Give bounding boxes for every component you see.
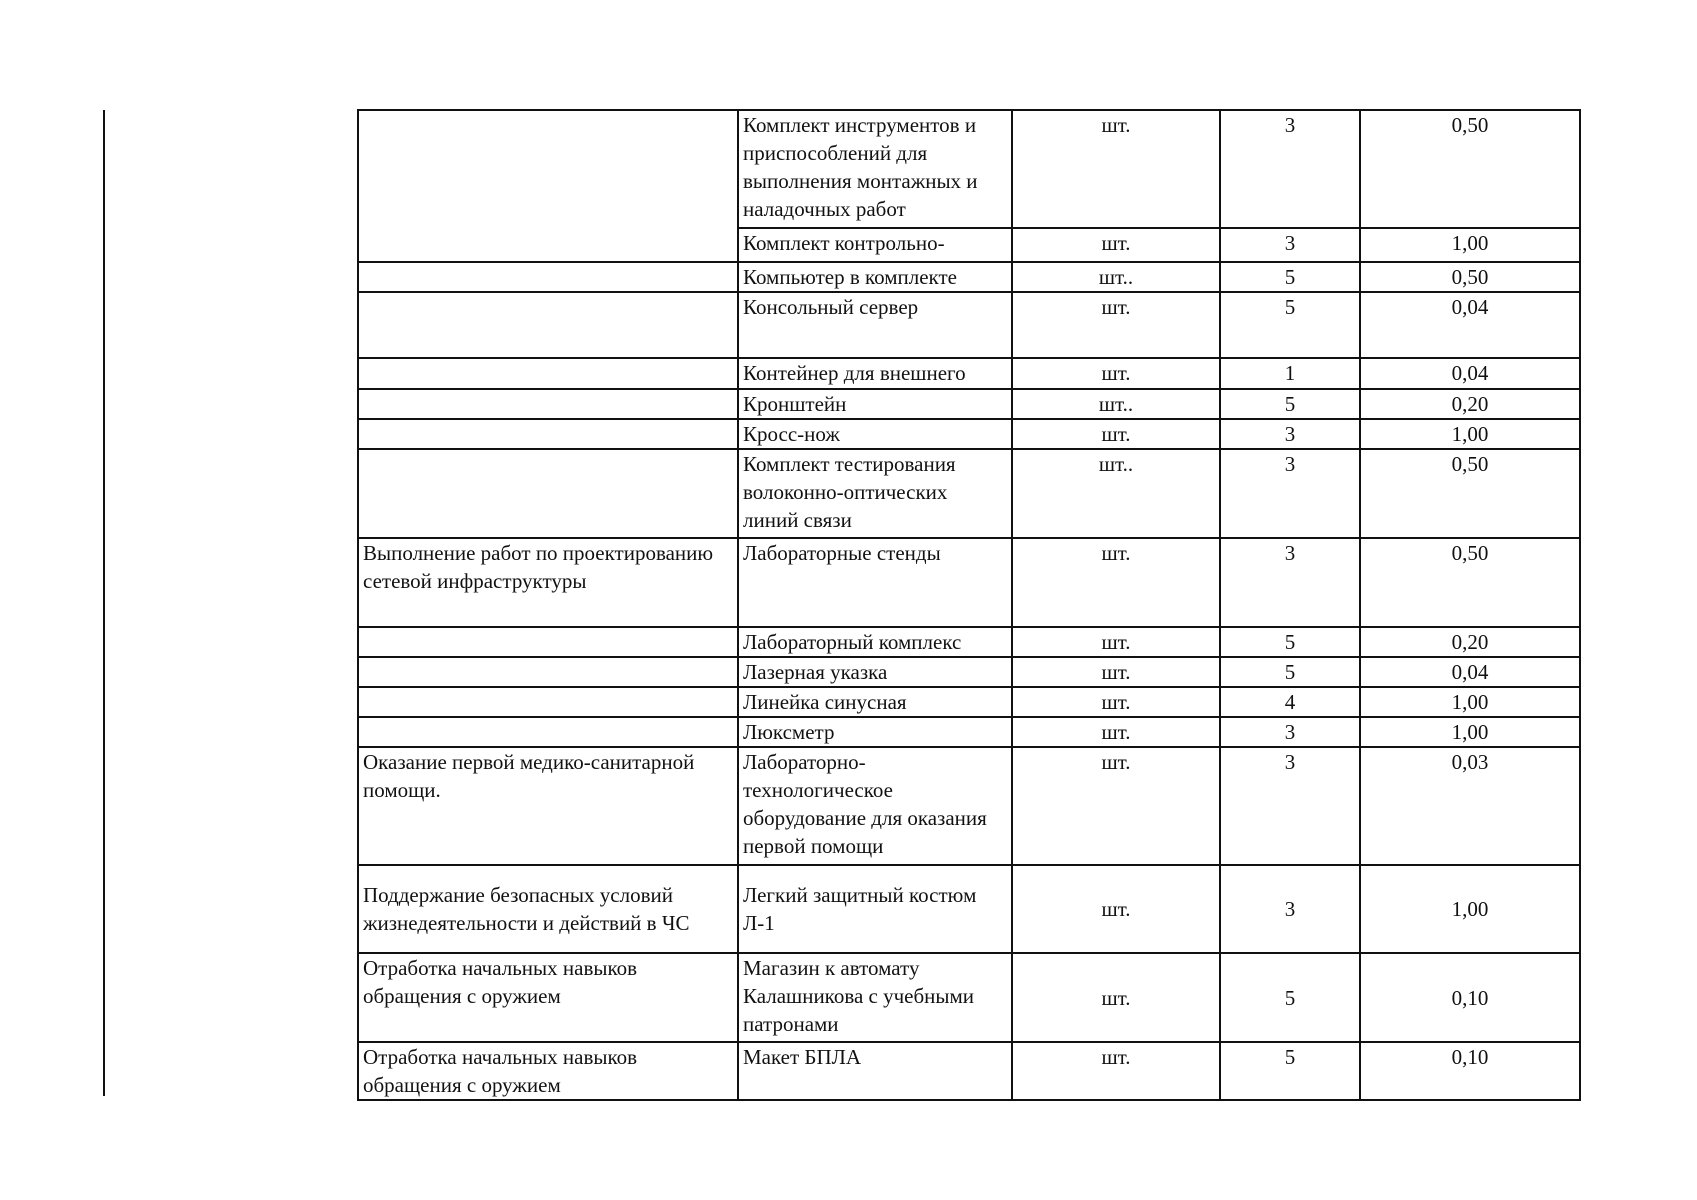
- cell-activity: [358, 110, 738, 228]
- cell-equipment: Люксметр: [738, 717, 1012, 747]
- cell-unit: шт.: [1012, 953, 1220, 1042]
- cell-quantity: 5: [1220, 292, 1360, 358]
- cell-activity: [358, 262, 738, 292]
- cell-unit: шт.: [1012, 110, 1220, 228]
- cell-activity: [358, 657, 738, 687]
- cell-equipment: Компьютер в комплекте: [738, 262, 1012, 292]
- cell-equipment: Лабораторный комплекс: [738, 627, 1012, 657]
- cell-equipment: Кросс-нож: [738, 419, 1012, 449]
- cell-activity: Отработка начальных навыков обращения с оружием: [358, 1042, 738, 1100]
- cell-activity: [358, 419, 738, 449]
- cell-norm: 0,04: [1360, 657, 1580, 687]
- cell-quantity: 5: [1220, 389, 1360, 419]
- cell-unit: шт.: [1012, 419, 1220, 449]
- table-row: [358, 262, 1580, 292]
- table-row: [358, 228, 1580, 262]
- cell-quantity: 3: [1220, 110, 1360, 228]
- cell-activity: Отработка начальных навыков обращения с оружием: [358, 953, 738, 1042]
- equipment-table: [357, 109, 1581, 1101]
- cell-equipment: Комплект инструментов и приспособлений для выполнения монтажных и наладочных работ: [738, 110, 1012, 228]
- table-row: [358, 627, 1580, 657]
- cell-norm: 1,00: [1360, 687, 1580, 717]
- cell-quantity: 3: [1220, 228, 1360, 262]
- table-row: [358, 865, 1580, 953]
- table-row: [358, 538, 1580, 627]
- cell-equipment: Комплект контрольно-: [738, 228, 1012, 262]
- table-row: [358, 358, 1580, 389]
- table-row: [358, 687, 1580, 717]
- cell-equipment: Кронштейн: [738, 389, 1012, 419]
- cell-activity: [358, 449, 738, 538]
- cell-norm: 1,00: [1360, 865, 1580, 953]
- table-row: [358, 657, 1580, 687]
- table-row: [358, 110, 1580, 228]
- table-row: [358, 953, 1580, 1042]
- cell-equipment: Лабораторно-технологическое оборудование для оказания первой помощи: [738, 747, 1012, 865]
- cell-unit: шт..: [1012, 389, 1220, 419]
- table-row: [358, 389, 1580, 419]
- cell-norm: 0,04: [1360, 292, 1580, 358]
- cell-activity: Поддержание безопасных условий жизнедеятельности и действий в ЧС: [358, 865, 738, 953]
- table-row: [358, 292, 1580, 358]
- cell-norm: 0,10: [1360, 953, 1580, 1042]
- cell-norm: 1,00: [1360, 717, 1580, 747]
- cell-norm: 0,50: [1360, 110, 1580, 228]
- cell-unit: шт.: [1012, 292, 1220, 358]
- cell-equipment: Линейка синусная: [738, 687, 1012, 717]
- cell-unit: шт.: [1012, 657, 1220, 687]
- cell-unit: шт.: [1012, 865, 1220, 953]
- table-row: [358, 717, 1580, 747]
- cell-quantity: 5: [1220, 262, 1360, 292]
- cell-quantity: 4: [1220, 687, 1360, 717]
- cell-norm: 0,20: [1360, 627, 1580, 657]
- cell-quantity: 3: [1220, 449, 1360, 538]
- table-row: [358, 1042, 1580, 1100]
- cell-unit: шт.: [1012, 538, 1220, 627]
- cell-norm: 0,04: [1360, 358, 1580, 389]
- cell-activity: [358, 389, 738, 419]
- cell-quantity: 3: [1220, 538, 1360, 627]
- cell-norm: 1,00: [1360, 228, 1580, 262]
- cell-activity: [358, 687, 738, 717]
- cell-activity: [358, 717, 738, 747]
- cell-unit: шт.: [1012, 228, 1220, 262]
- cell-activity: [358, 228, 738, 262]
- cell-unit: шт.: [1012, 1042, 1220, 1100]
- cell-unit: шт.: [1012, 717, 1220, 747]
- table-row: [358, 419, 1580, 449]
- cell-quantity: 3: [1220, 865, 1360, 953]
- cell-norm: 0,50: [1360, 262, 1580, 292]
- cell-equipment: Лабораторные стенды: [738, 538, 1012, 627]
- cell-equipment: Консольный сервер: [738, 292, 1012, 358]
- cell-norm: 0,03: [1360, 747, 1580, 865]
- cell-norm: 0,20: [1360, 389, 1580, 419]
- cell-quantity: 3: [1220, 747, 1360, 865]
- cell-equipment: Лазерная указка: [738, 657, 1012, 687]
- cell-equipment: Комплект тестирования волоконно-оптических линий связи: [738, 449, 1012, 538]
- cell-unit: шт..: [1012, 262, 1220, 292]
- equipment-table-body: [358, 110, 1580, 1100]
- cell-norm: 1,00: [1360, 419, 1580, 449]
- table-row: [358, 747, 1580, 865]
- cell-activity: [358, 627, 738, 657]
- cell-activity: [358, 358, 738, 389]
- cell-unit: шт.: [1012, 687, 1220, 717]
- cell-unit: шт.: [1012, 747, 1220, 865]
- cell-activity: Выполнение работ по проектированию сетевой инфраструктуры: [358, 538, 738, 627]
- left-margin-rule: [103, 110, 105, 1096]
- cell-quantity: 3: [1220, 419, 1360, 449]
- cell-norm: 0,50: [1360, 538, 1580, 627]
- cell-activity: Оказание первой медико-санитарной помощи.: [358, 747, 738, 865]
- cell-quantity: 5: [1220, 627, 1360, 657]
- cell-unit: шт.: [1012, 358, 1220, 389]
- cell-quantity: 3: [1220, 717, 1360, 747]
- cell-quantity: 5: [1220, 1042, 1360, 1100]
- cell-equipment: Контейнер для внешнего: [738, 358, 1012, 389]
- cell-activity: [358, 292, 738, 358]
- cell-unit: шт..: [1012, 449, 1220, 538]
- cell-quantity: 5: [1220, 953, 1360, 1042]
- cell-norm: 0,50: [1360, 449, 1580, 538]
- cell-unit: шт.: [1012, 627, 1220, 657]
- cell-equipment: Макет БПЛА: [738, 1042, 1012, 1100]
- cell-equipment: Легкий защитный костюм Л-1: [738, 865, 1012, 953]
- cell-equipment: Магазин к автомату Калашникова с учебными патронами: [738, 953, 1012, 1042]
- cell-norm: 0,10: [1360, 1042, 1580, 1100]
- table-row: [358, 449, 1580, 538]
- cell-quantity: 1: [1220, 358, 1360, 389]
- cell-quantity: 5: [1220, 657, 1360, 687]
